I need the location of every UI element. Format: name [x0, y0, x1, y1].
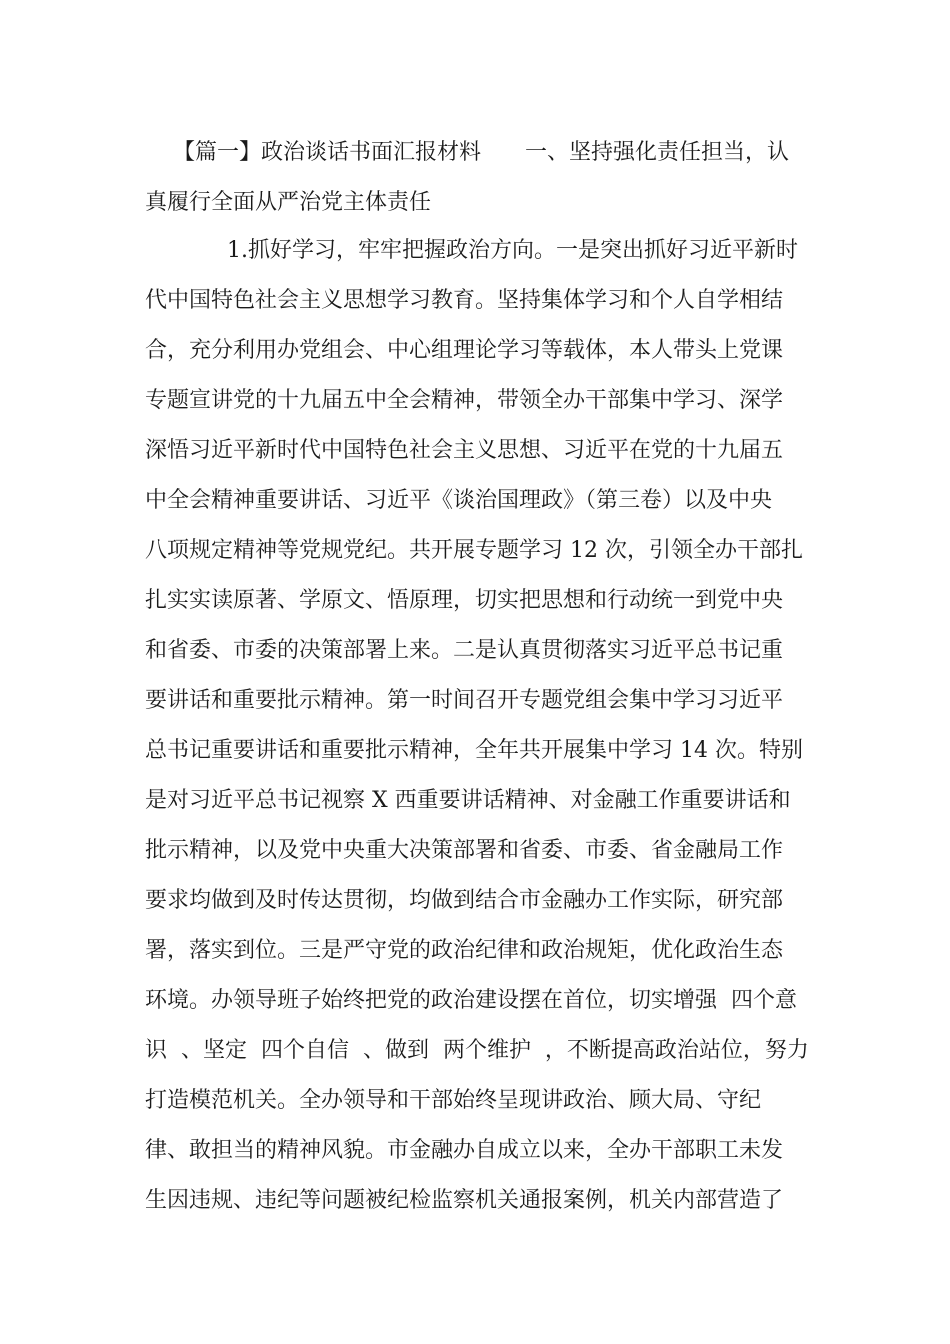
body-line: 律、敢担当的精神风貌。市金融办自成立以来，全办干部职工未发 — [145, 1138, 784, 1163]
body-line: 环境。办领导班子始终把党的政治建设摆在首位，切实增强 四个意 — [145, 988, 797, 1013]
body-line: 打造模范机关。全办领导和干部始终呈现讲政治、顾大局、守纪 — [145, 1088, 762, 1113]
body-line: 批示精神，以及党中央重大决策部署和省委、市委、省金融局工作 — [145, 838, 784, 863]
body-line: 代中国特色社会主义思想学习教育。坚持集体学习和个人自学相结 — [145, 288, 784, 313]
body-line: 是对习近平总书记视察 X 西重要讲话精神、对金融工作重要讲话和 — [145, 788, 791, 813]
heading-line: 【篇一】政治谈话书面汇报材料 一、坚持强化责任担当，认 — [173, 140, 790, 165]
body-line: 生因违规、违纪等问题被纪检监察机关通报案例，机关内部营造了 — [145, 1188, 784, 1213]
body-line: 和省委、市委的决策部署上来。二是认真贯彻落实习近平总书记重 — [145, 638, 784, 663]
body-line: 合，充分利用办党组会、中心组理论学习等载体，本人带头上党课 — [145, 338, 784, 363]
body-line: 中全会精神重要讲话、习近平《谈治国理政》（第三卷）以及中央 — [145, 488, 773, 513]
heading-line: 真履行全面从严治党主体责任 — [145, 190, 432, 215]
body-line: 八项规定精神等党规党纪。共开展专题学习 12 次，引领全办干部扎 — [145, 538, 803, 563]
document-heading — [145, 128, 810, 228]
body-line: 深悟习近平新时代中国特色社会主义思想、习近平在党的十九届五 — [145, 438, 784, 463]
body-line: 署，落实到位。三是严守党的政治纪律和政治规矩，优化政治生态 — [145, 938, 784, 963]
body-line: 总书记重要讲话和重要批示精神，全年共开展集中学习 14 次。特别 — [145, 738, 803, 763]
body-line: 扎实实读原著、学原文、悟原理，切实把思想和行动统一到党中央 — [145, 588, 784, 613]
document-body — [145, 226, 810, 1226]
body-line: 1.抓好学习，牢牢把握政治方向。一是突出抓好习近平新时 — [227, 238, 798, 263]
body-line: 专题宣讲党的十九届五中全会精神，带领全办干部集中学习、深学 — [145, 388, 784, 413]
body-line: 要求均做到及时传达贯彻，均做到结合市金融办工作实际，研究部 — [145, 888, 784, 913]
body-line: 要讲话和重要批示精神。第一时间召开专题党组会集中学习习近平 — [145, 688, 784, 713]
body-line: 识 、坚定 四个自信 、做到 两个维护 ，不断提高政治站位，努力 — [145, 1038, 809, 1063]
